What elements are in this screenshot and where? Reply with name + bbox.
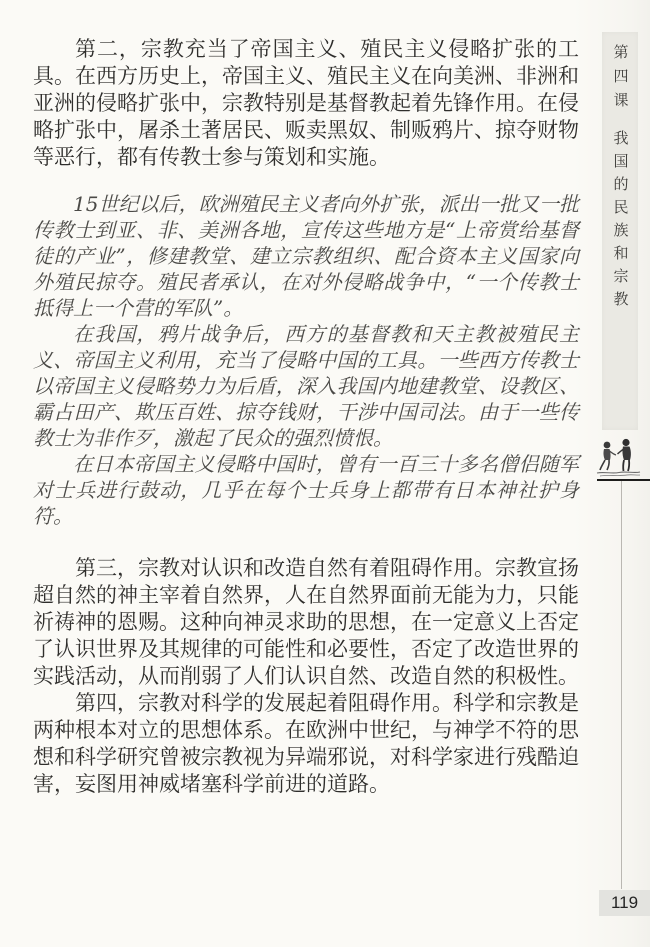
chapter-number-vertical-label: 第四课 bbox=[611, 44, 629, 116]
margin-vertical-rule bbox=[621, 481, 622, 889]
two-seated-figures-icon bbox=[594, 436, 642, 479]
margin-illustration bbox=[594, 436, 642, 479]
reading-paragraph-opium-war: 在我国，鸦片战争后，西方的基督教和天主教被殖民主义、帝国主义利用，充当了侵略中国的工具。一些西方传教士以帝国主义侵略势力为后盾，深入我国内地建教堂、设教区、霸占田产、欺压百姓、掠夺钱财，干涉中国司法。由于一些传教士为非作歹，激起了民众的强烈愤恨。 bbox=[33, 322, 579, 450]
chapter-title-vertical-label: 我国的民族和宗教 bbox=[611, 130, 629, 314]
chapter-sidebar-tab bbox=[602, 32, 638, 430]
body-paragraph-third-point: 第三，宗教对认识和改造自然有着阻碍作用。宗教宣扬超自然的神主宰着自然界，人在自然界面前无能为力，只能祈祷神的恩赐。这种向神灵求助的思想，在一定意义上否定了认识世界及其规律的可能性和必要性，否定了改造世界的实践活动，从而削弱了人们认识自然、改造自然的积极性。 bbox=[33, 556, 579, 688]
reading-paragraph-colonial-expansion: 15世纪以后，欧洲殖民主义者向外扩张，派出一批又一批传教士到亚、非、美洲各地，宣传这些地方是“上帝赏给基督徒的产业”，修建教堂、建立宗教组织、配合资本主义国家向外殖民掠夺。殖民者承认，在对外侵略战争中，“一个传教士抵得上一个营的军队”。 bbox=[33, 192, 579, 320]
body-paragraph-second-point: 第二，宗教充当了帝国主义、殖民主义侵略扩张的工具。在西方历史上，帝国主义、殖民主义在向美洲、非洲和亚洲的侵略扩张中，宗教特别是基督教起着先锋作用。在侵略扩张中，屠杀土著居民、贩卖黑奴、制贩鸦片、掠夺财物等恶行，都有传教士参与策划和实施。 bbox=[33, 37, 579, 169]
margin-horizontal-rule bbox=[597, 479, 650, 481]
page-number-badge bbox=[599, 890, 650, 916]
page-text-column bbox=[33, 36, 579, 798]
reading-paragraph-japanese-invasion: 在日本帝国主义侵略中国时，曾有一百三十多名僧侣随军对士兵进行鼓动，几乎在每个士兵身上都带有日本神社护身符。 bbox=[33, 452, 579, 528]
page-number-label: 119 bbox=[610, 893, 639, 912]
body-paragraph-fourth-point: 第四，宗教对科学的发展起着阻碍作用。科学和宗教是两种根本对立的思想体系。在欧洲中世纪，与神学不符的思想和科学研究曾被宗教视为异端邪说，对科学家进行残酷迫害，妄图用神威堵塞科学前进的道路。 bbox=[33, 691, 579, 796]
